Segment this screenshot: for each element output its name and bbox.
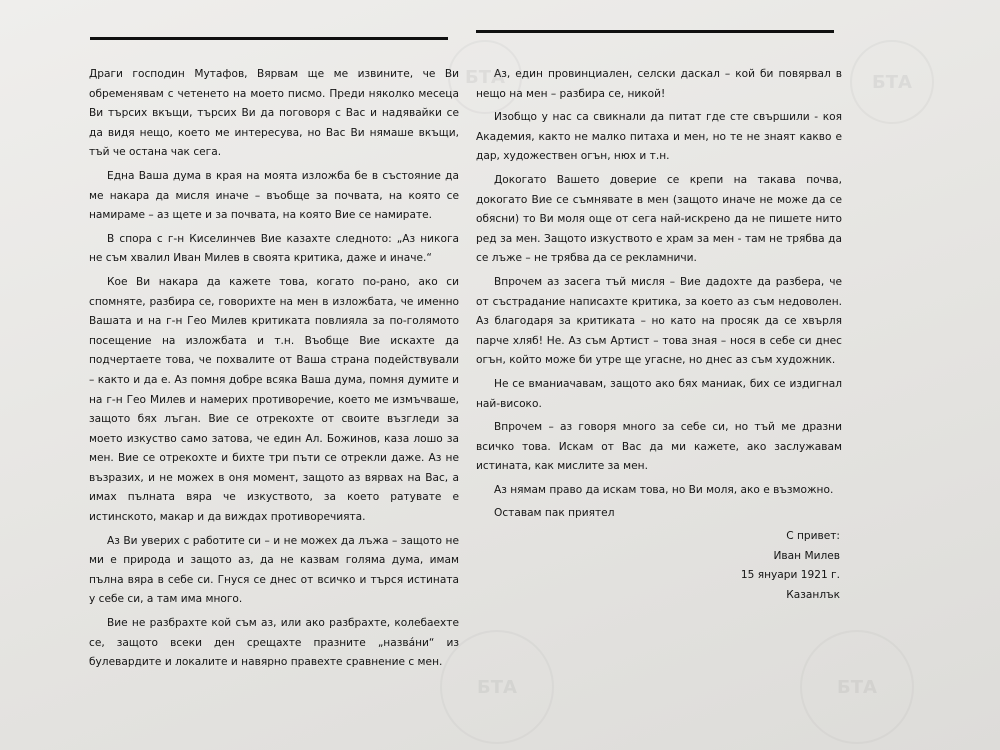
- watermark-logo: [800, 630, 914, 744]
- watermark-text: БТА: [465, 66, 505, 88]
- paragraph: Кое Ви накара да кажете това, когато по-рано, ако си спомняте, разбира се, говорихте на мен в изложбата, че именно Вашата и на г-н Гео Милев критиката повлияла за по-голямото посещение на изложбата и т.н. Въобще Вие искахте да подчертаете това, че похвалите от Ваша страна подействували – както и да е. Аз помня добре всяка Ваша дума, помня думите и на г-н Гео Милев и намерих противоречие, което ме измъчваше, защото бях лъган. Вие се отрекохте от своите възгледи за моето изкуство само затова, че един Ал. Божинов, каза лошо за мен. Вие се отрекохте и бихте три пъти се отрекли даже. Аз не възразих, и не можех в оня момент, защото аз вярвах на Вас, а имах пълната вяра че изкуството, за което ратувате е истинското, макар и да виждах противоречията.: [89, 275, 459, 524]
- letter-column-right: [476, 65, 842, 528]
- signature-place: Казанлък: [786, 588, 840, 601]
- signature-date: 15 януари 1921 г.: [740, 569, 840, 582]
- watermark-logo: [448, 40, 522, 114]
- paragraph: Вие не разбрахте кой съм аз, или ако разбрахте, колебаехте се, защото всеки ден срещахте празните „назвáни“ из булевардите и локалите и навярно правехте сравнение с мен.: [89, 617, 459, 669]
- paragraph: Докогато Вашето доверие се крепи на такава почва, докогато Вие се съмнявате в мен (защото иначе не може да се обясни) то Ви моля още от сега най-искрено да не пишете нито ред за мен. Защото изкуството е храм за мен - там не трябва да се лъже – не трябва да се рекламничи.: [476, 173, 842, 265]
- top-rule-left: [90, 37, 448, 40]
- top-rule-right: [476, 30, 834, 33]
- paragraph: Изобщо у нас са свикнали да питат где сте свършили - коя Академия, както не малко питаха и мен, но те не знаят какво е дар, художествен огън, нюх и т.н.: [476, 111, 842, 163]
- watermark-logo: [850, 40, 934, 124]
- watermark-text: БТА: [872, 71, 912, 93]
- paragraph: Аз, един провинциален, селски даскал – кой би повярвал в нещо на мен – разбира се, никой!: [476, 68, 842, 100]
- signature-greeting: С привет:: [786, 530, 840, 542]
- signature-block: [600, 527, 840, 605]
- watermark-text: БТА: [477, 676, 517, 698]
- paragraph: Впрочем аз засега тъй мисля – Вие дадохте да разбера, че от състрадание написахте критика, за което аз съм недоволен. Аз благодаря за критиката – но като на просяк да се хвърля парче хляб! Не. Аз съм Артист – това зная – нося в себе си днес огън, който може би утре ще угасне, но днес аз съм художник.: [476, 275, 842, 367]
- paragraph: Аз нямам право да искам това, но Ви моля, ако е възможно.: [494, 483, 834, 496]
- paragraph: Не се вманиачавам, защото ако бях маниак, бих се издигнал най-високо.: [476, 377, 842, 410]
- letter-column-left: [89, 65, 459, 677]
- signature-name: Иван Милев: [773, 549, 840, 562]
- closing-line: Оставам пак приятел: [494, 507, 615, 520]
- watermark-text: БТА: [837, 676, 877, 698]
- paragraph: Аз Ви уверих с работите си – и не можех да лъжа – защото не ми е природа и защото аз, да не казвам голяма дума, имам пълна вяра в себе си. Гнуся се днес от всичко и търся истината у себе си, а там има много.: [89, 534, 459, 606]
- watermark-logo: [440, 630, 554, 744]
- paragraph: Впрочем – аз говоря много за себе си, но тъй ме дразни всичко това. Искам от Вас да ми кажете, ако заслужавам истината, как мислите за мен.: [476, 421, 842, 473]
- paragraph: В спора с г-н Киселинчев Вие казахте следното: „Аз никога не съм хвалил Иван Милев в своята критика, даже и иначе.“: [89, 232, 459, 265]
- paragraph: Една Ваша дума в края на моята изложба бе в състояние да ме накара да мисля иначе – въобще за почвата, на която се намираме – аз щете и за почвата, на която Вие се намирате.: [89, 169, 459, 222]
- paragraph: Драги господин Мутафов, Вярвам ще ме извините, че Ви обременявам с четенето на моето писмо. Преди няколко месеца Ви търсих вкъщи, търсих Ви да поговоря с Вас и надявайки се да видя нещо, което ме интересува, но Вас Ви нямаше вкъщи, тъй че остана чак сега.: [89, 68, 459, 159]
